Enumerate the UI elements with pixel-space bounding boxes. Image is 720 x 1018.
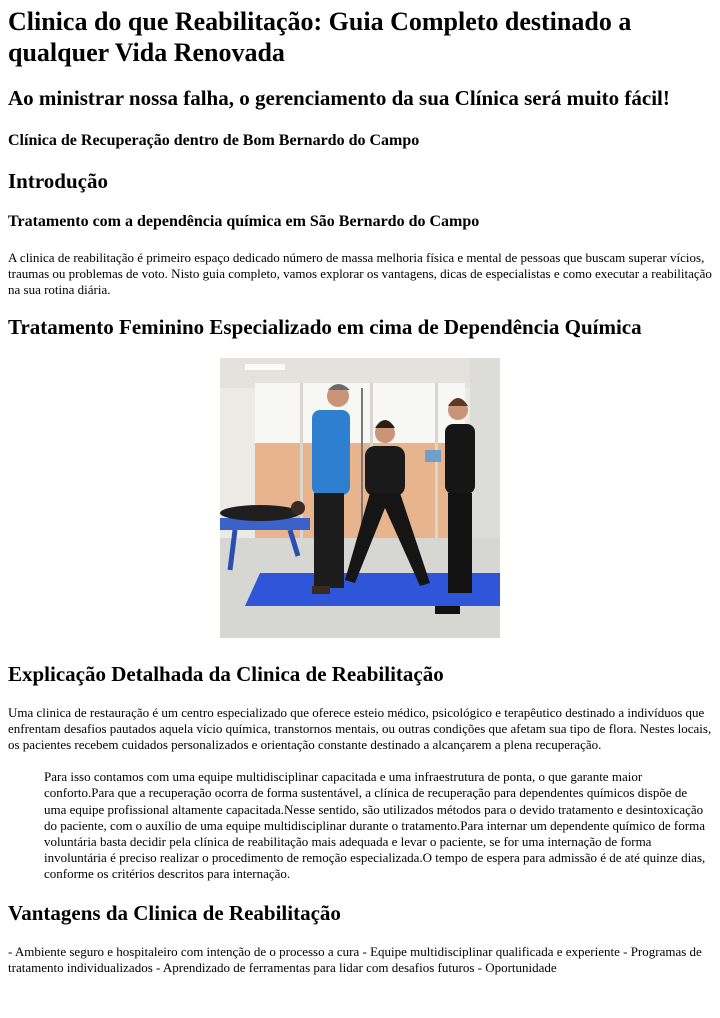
- advantages-paragraph: - Ambiente seguro e hospitaleiro com intenção de o processo a cura - Equipe multidisciplinar qualificada e experiente - Programas de tratamento individualizados - Aprendizado de ferramentas para lidar com desafios futuros - Oportunidade: [8, 943, 702, 975]
- location-subheading: Clínica de Recuperação dentro de Bom Bernardo do Campo: [8, 132, 420, 149]
- quote-paragraph: Para isso contamos com uma equipe multidisciplinar capacitada e uma infraestrutura de ponta, o que garante maior conforto.Para que a recuperação ocorra de forma sustentável, a clínica de recuperação para dependentes químicos dispõe de uma equipe profissional altamente capacitada.Nesse sentido, são utilizados métodos para o devido tratamento e desintoxicação do paciente, com o auxílio de uma equipe multidisciplinar durante o tratamento.Para internar um dependente químico de forma voluntária basta decidir pela clínica de reabilitação mais adequada e levar o paciente, se for uma internação de forma involuntária é preciso realizar o procedimento de remoção especializada.O tempo de espera para admissão é de até quinze dias, conforme os critérios descritos para internação.: [44, 769, 706, 882]
- intro-heading: Introdução: [8, 169, 108, 193]
- clinic-image: [220, 358, 500, 638]
- female-treatment-heading: Tratamento Feminino Especializado em cima de Dependência Química: [8, 314, 642, 339]
- page-title: Clinica do que Reabilitação: Guia Completo destinado a qualquer Vida Renovada: [8, 7, 632, 67]
- explanation-heading: Explicação Detalhada da Clinica de Reabilitação: [8, 661, 444, 686]
- explanation-paragraph: Uma clinica de restauração é um centro especializado que oferece esteio médico, psicológico e terapêutico destinado a indivíduos que enfrentam desafios pautados aquela vício química, transtornos mentais, ou outras condições que afetam sua tipo de flora. Nestes locais, os pacientes recebem cuidados personalizados e orientação constante destinado a alcançarem a plena recuperação.: [8, 704, 712, 753]
- advantages-heading: Vantagens da Clinica de Reabilitação: [8, 900, 341, 925]
- subtitle: Ao ministrar nossa falha, o gerenciamento da sua Clínica será muito fácil!: [8, 86, 670, 110]
- treatment-heading: Tratamento com a dependência química em São Bernardo do Campo: [8, 213, 480, 230]
- intro-paragraph: A clinica de reabilitação é primeiro espaço dedicado número de massa melhoria física e mental de pessoas que buscam superar vícios, traumas ou problemas de voto. Nisto guia completo, vamos explorar os vantagens, dicas de especialistas e como executar a reabilitação na sua rotina diária.: [8, 250, 712, 298]
- rehab-clinic-photo-icon: [220, 358, 500, 638]
